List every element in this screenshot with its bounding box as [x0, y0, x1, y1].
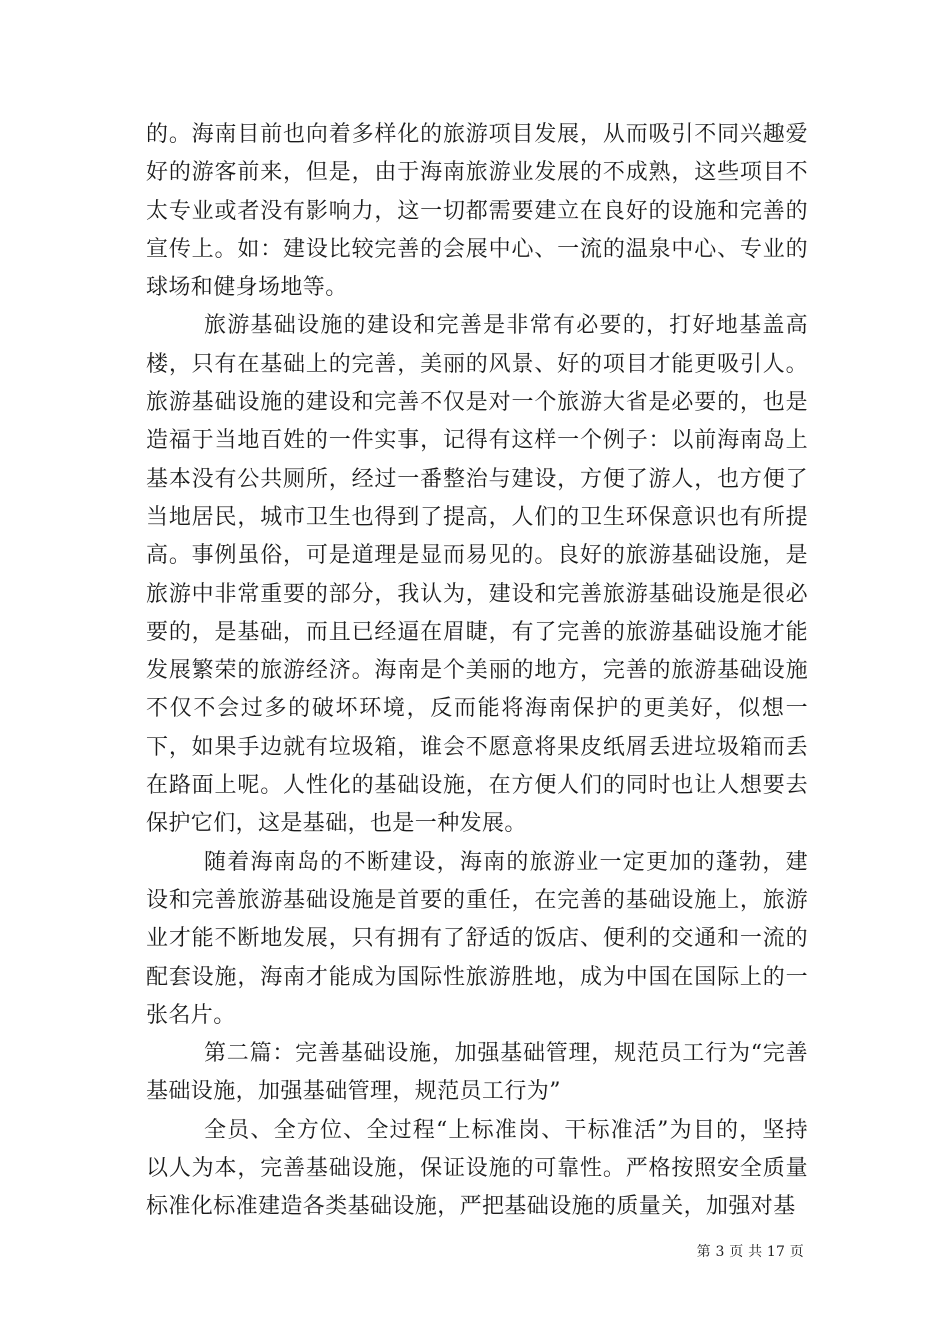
paragraph: 全员、全方位、全过程“上标准岗、干标准活”为目的，坚持以人为本，完善基础设施，保证设施的可靠性。严格按照安全质量标准化标准建造各类基础设施，严把基础设施的质量关，加强对基	[146, 1117, 808, 1220]
section-heading-paragraph: 第二篇：完善基础设施，加强基础管理，规范员工行为“完善基础设施，加强基础管理，规范员工行为”	[146, 1041, 808, 1105]
paragraph: 随着海南岛的不断建设，海南的旅游业一定更加的蓬勃，建设和完善旅游基础设施是首要的重任，在完善的基础设施上，旅游业才能不断地发展，只有拥有了舒适的饭店、便利的交通和一流的配套设施，海南才能成为国际性旅游胜地，成为中国在国际上的一张名片。	[146, 849, 808, 1028]
document-body	[146, 116, 808, 1227]
paragraph: 的。海南目前也向着多样化的旅游项目发展，从而吸引不同兴趣爱好的游客前来，但是，由于海南旅游业发展的不成熟，这些项目不太专业或者没有影响力，这一切都需要建立在良好的设施和完善的宣传上。如：建设比较完善的会展中心、一流的温泉中心、专业的球场和健身场地等。	[146, 122, 808, 301]
page-number-footer: 第 3 页 共 17 页	[696, 1244, 804, 1260]
paragraph: 旅游基础设施的建设和完善是非常有必要的，打好地基盖高楼，只有在基础上的完善，美丽的风景、好的项目才能更吸引人。旅游基础设施的建设和完善不仅是对一个旅游大省是必要的，也是造福于当地百姓的一件实事，记得有这样一个例子：以前海南岛上基本没有公共厕所，经过一番整治与建设，方便了游人，也方便了当地居民，城市卫生也得到了提高，人们的卫生环保意识也有所提高。事例虽俗，可是道理是显而易见的。良好的旅游基础设施，是旅游中非常重要的部分，我认为，建设和完善旅游基础设施是很必要的，是基础，而且已经逼在眉睫，有了完善的旅游基础设施才能发展繁荣的旅游经济。海南是个美丽的地方，完善的旅游基础设施不仅不会过多的破坏环境，反而能将海南保护的更美好，似想一下，如果手边就有垃圾箱，谁会不愿意将果皮纸屑丢进垃圾箱而丢在路面上呢。人性化的基础设施，在方便人们的同时也让人想要去保护它们，这是基础，也是一种发展。	[146, 313, 808, 837]
